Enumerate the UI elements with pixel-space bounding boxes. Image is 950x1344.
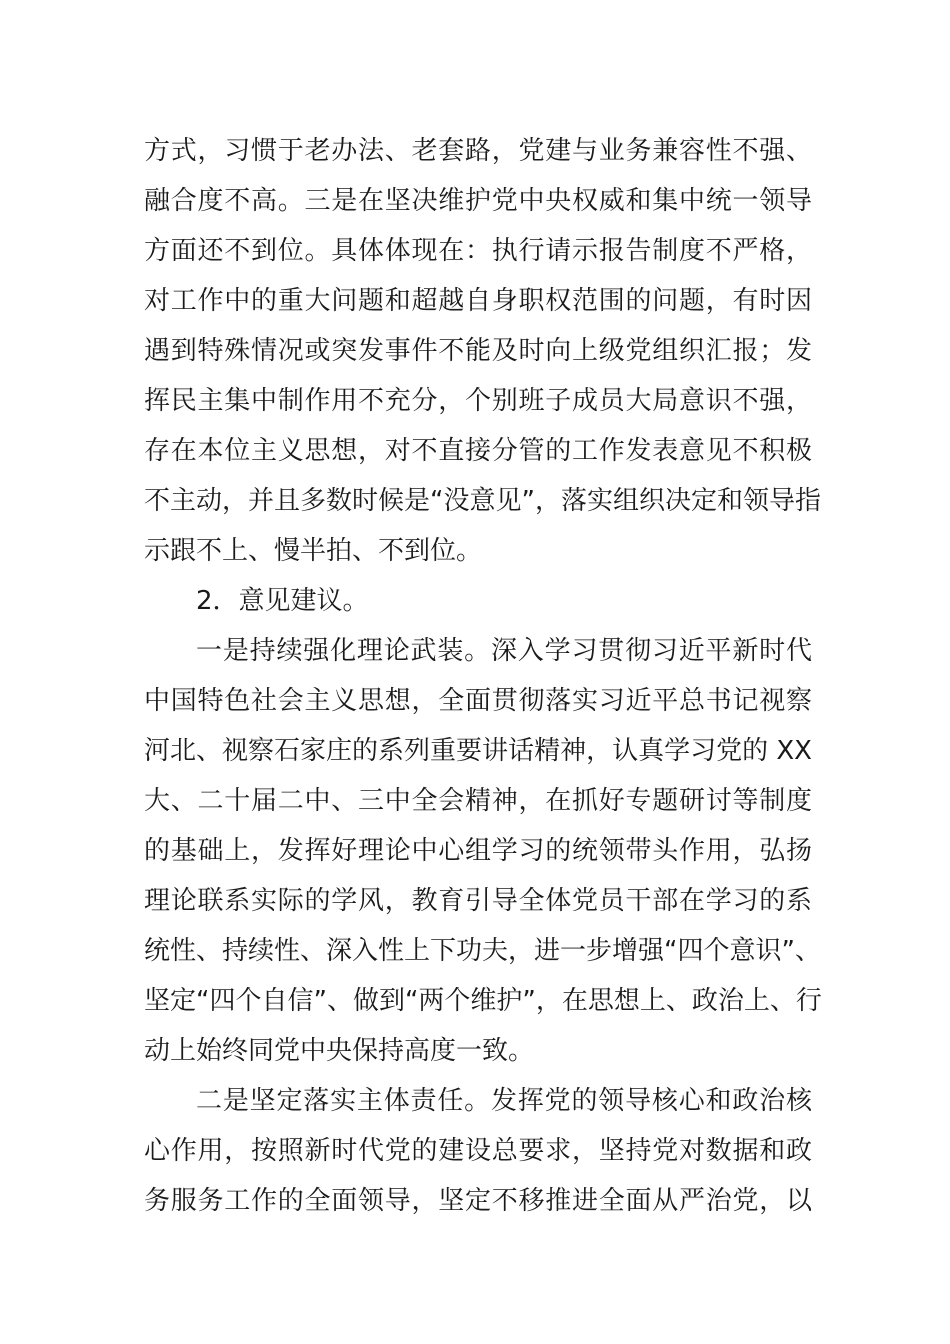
text-line: 河北、视察石家庄的系列重要讲话精神，认真学习党的 XX: [144, 736, 812, 766]
text-line: 心作用，按照新时代党的建设总要求，坚持党对数据和政: [144, 1136, 812, 1166]
text-line: 大、二十届二中、三中全会精神，在抓好专题研讨等制度: [144, 786, 812, 816]
text-line: 统性、持续性、深入性上下功夫，进一步增强“四个意识”、: [144, 936, 821, 966]
text-line: 2．意见建议。: [196, 586, 369, 616]
text-line: 坚定“四个自信”、做到“两个维护”，在思想上、政治上、行: [144, 986, 822, 1016]
text-line: 中国特色社会主义思想，全面贯彻落实习近平总书记视察: [144, 686, 812, 716]
text-line: 二是坚定落实主体责任。发挥党的领导核心和政治核: [196, 1086, 812, 1116]
text-line: 不主动，并且多数时候是“没意见”，落实组织决定和领导指: [144, 486, 821, 516]
paragraph-continuation: [144, 126, 821, 576]
paragraph-responsibility: [144, 1076, 812, 1226]
text-line: 动上始终同党中央保持高度一致。: [144, 1036, 535, 1066]
document-body: [144, 126, 822, 1226]
text-line: 挥民主集中制作用不充分，个别班子成员大局意识不强，: [144, 386, 812, 416]
text-line: 融合度不高。三是在坚决维护党中央权威和集中统一领导: [144, 186, 812, 216]
text-line: 方式，习惯于老办法、老套路，党建与业务兼容性不强、: [144, 136, 812, 166]
text-line: 一是持续强化理论武装。深入学习贯彻习近平新时代: [196, 636, 812, 666]
text-line: 理论联系实际的学风，教育引导全体党员干部在学习的系: [144, 886, 812, 916]
text-line: 示跟不上、慢半拍、不到位。: [144, 536, 483, 566]
text-line: 对工作中的重大问题和超越自身职权范围的问题，有时因: [144, 286, 812, 316]
text-line: 务服务工作的全面领导，坚定不移推进全面从严治党，以: [144, 1186, 812, 1216]
text-line: 存在本位主义思想，对不直接分管的工作发表意见不积极: [144, 436, 812, 466]
text-line: 遇到特殊情况或突发事件不能及时向上级党组织汇报；发: [144, 336, 812, 366]
paragraph-theory: [144, 626, 822, 1076]
text-line: 的基础上，发挥好理论中心组学习的统领带头作用，弘扬: [144, 836, 812, 866]
section-heading: [144, 576, 812, 626]
text-line: 方面还不到位。具体体现在：执行请示报告制度不严格，: [144, 236, 812, 266]
